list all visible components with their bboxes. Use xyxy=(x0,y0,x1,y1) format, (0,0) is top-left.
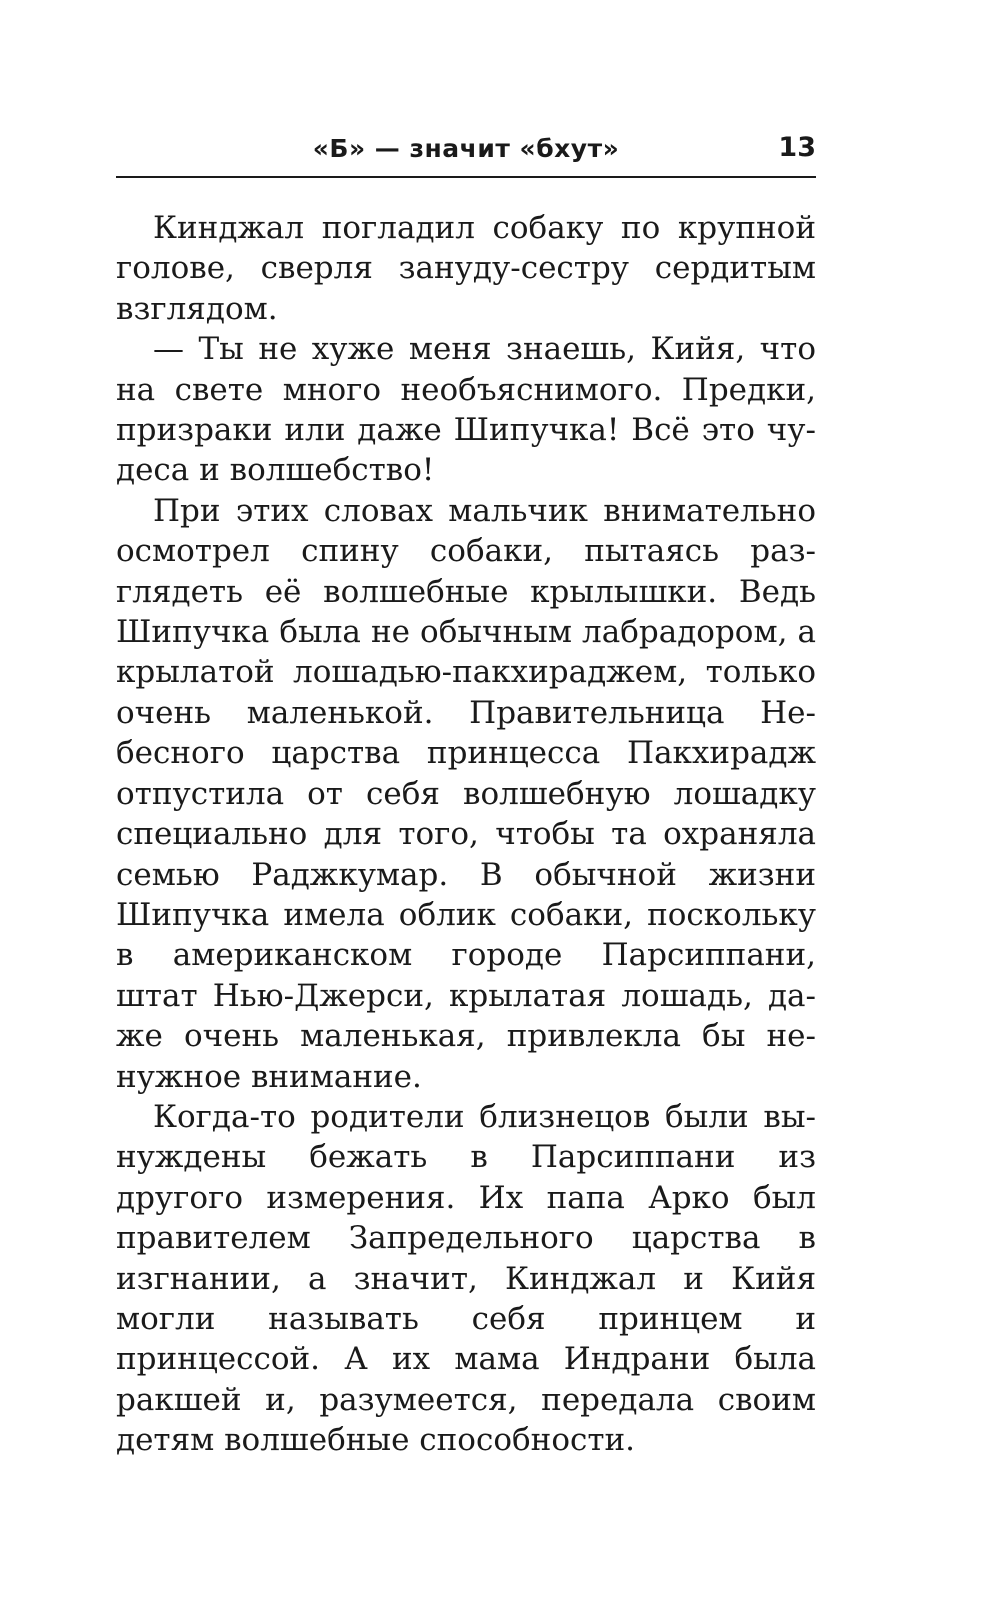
page-header xyxy=(116,126,816,178)
paragraph: — Ты не хуже меня знаешь, Кийя, что на свете много необъяснимого. Предки, призраки или даже Шипучка! Всё это чудеса и волшебство! xyxy=(116,331,816,489)
book-page xyxy=(116,126,816,1461)
paragraph: Кинджал погладил собаку по крупной голове, сверля зануду-сестру сердитым взглядом. xyxy=(116,210,816,327)
page-number: 13 xyxy=(778,132,816,163)
body-text xyxy=(116,208,816,1461)
paragraph: При этих словах мальчик внимательно осмотрел спину собаки, пытаясь разглядеть её волшебные крылышки. Ведь Шипучка была не обычным лабрадором, а крылатой лошадью-пакхираджем, только очень маленькой. Правительница Небесного царства принцесса Пакхирадж отпустила от себя волшебную лошадку специально для того, чтобы та охраняла семью Раджкумар. В обычной жизни Шипучка имела облик собаки, поскольку в американском городе Парсиппани, штат Нью-Джерси, крылатая лошадь, даже очень маленькая, привлекла бы ненужное внимание. xyxy=(116,492,816,1095)
running-title: «Б» — значит «бхут» xyxy=(312,134,620,163)
paragraph: Когда-то родители близнецов были вынуждены бежать в Парсиппани из другого измерения. Их папа Арко был правителем Запредельного царства в изгнании, а значит, Кинджал и Кийя могли называть себя принцем и принцессой. А их мама Индрани была ракшей и, разумеется, передала своим детям волшебные способности. xyxy=(116,1098,816,1459)
